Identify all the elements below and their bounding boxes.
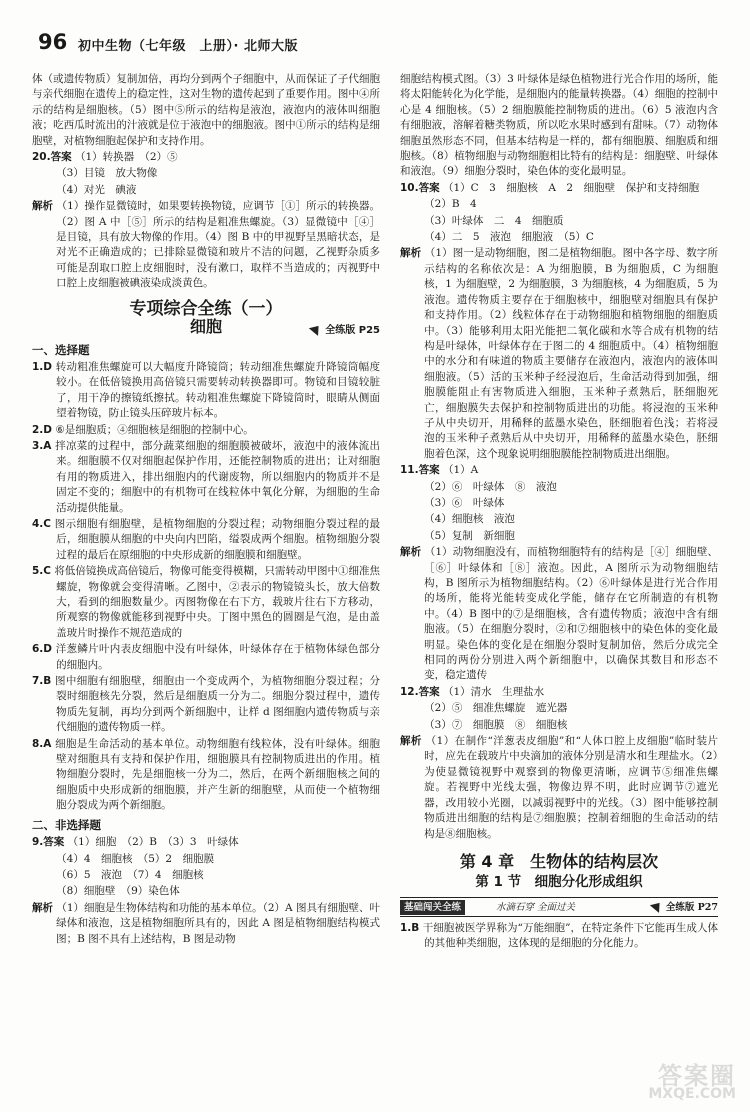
answer-item (32, 901, 380, 947)
book-title: 初中生物（七年级 上册）· 北师大版 (78, 39, 298, 54)
answer-item (32, 423, 380, 438)
item-label: 解析 (400, 546, 422, 559)
right-column (400, 72, 718, 953)
item-label: 9.答案 (32, 836, 65, 849)
answer-continuation: （3）⑥ 叶绿体 (424, 496, 505, 509)
item-text: 洋葱鳞片叶内表皮细胞中没有叶绿体，叶绿体存在于植物体绿色部分的细胞内。 (55, 643, 381, 671)
item-label: 3.A (32, 439, 52, 452)
answer-item (32, 564, 380, 641)
answer-item (400, 921, 718, 952)
answer-item (32, 642, 380, 673)
item-label: 解析 (400, 735, 422, 748)
page-header (38, 30, 718, 56)
item-label: 1.D (32, 360, 53, 373)
item-text: （1）转换器 （2）⑤ (74, 151, 178, 164)
item-label: 解析 (400, 247, 422, 260)
answer-item (32, 517, 380, 563)
answer-item (400, 246, 718, 462)
reference-badge (651, 900, 718, 915)
answer-item (32, 674, 380, 736)
paragraph: 体（或遗传物质）复制加倍，再均分到两个子细胞中，从而保证了子代细胞与亲代细胞在遗传上的稳定性，这对生物的遗传起到了重要作用。图中④所示的结构是细胞核。（5）图中⑤所示的结构是液泡，液泡内的液体叫细胞液；吃西瓜时流出的汁液就是位于液泡中的细胞液。图中①所示的结构是细胞壁，对植物细胞起保护和支持作用。 (32, 73, 380, 147)
item-text: （1）细胞 （2）B （3）3 叶绿体 (67, 836, 239, 849)
item-text: ⑥是细胞质；④细胞核是细胞的控制中心。 (55, 423, 254, 436)
question-type-heading: 一、选择题 (32, 342, 90, 357)
item-label: 10.答案 (400, 181, 440, 194)
answer-continuation: （4）对光 碘液 (56, 183, 137, 196)
item-label: 8.A (32, 737, 52, 750)
answer-item (32, 199, 380, 291)
answer-continuation: （4）二 5 液泡 细胞液 （5）C (424, 231, 594, 244)
item-text: （1）图一是动物细胞，图二是植物细胞。图中各字母、数字所示结构的名称依次是：A 为细胞膜，B 为细胞质，C 为细胞核，1 为细胞壁，2 为细胞膜，3 为细胞核，4 为细胞质，5 为液泡。遗传物质主要存在于细胞核中，细胞壁对细胞具有保护和支持作用。（2）线粒体存在于动物细胞和植物细胞的细胞质中。（3）能够利用太阳光能把二氧化碳和水等合成有机物的结构是叶绿体，叶绿体存在于图二的 4 细胞质中。（4）植物细胞中的水分和有味道的物质主要储存在液泡内，液泡内的液体叫细胞液。（5）活的玉米种子经浸泡后，生命活动得到加强，细胞膜能阻止有害物质进入细胞，玉米种子煮熟后，胚细胞死亡，细胞膜失去保护和控制物质进出的功能。将浸泡的玉米种子从中央切开，用稀释的蓝墨水染色，胚细胞着色浅；若将浸泡的玉米种子煮熟后从中央切开，用稀释的蓝墨水染色，胚细胞着色深，这个现象说明细胞膜能控制物质进出细胞。 (424, 247, 719, 460)
section-subtitle (32, 317, 380, 337)
answer-item (400, 545, 718, 684)
watermark-logo (622, 1056, 742, 1106)
answer-item (32, 439, 380, 516)
answer-item (32, 835, 380, 850)
answer-item (32, 150, 380, 165)
item-label: 7.B (32, 675, 52, 688)
answer-continuation: （3）叶绿体 二 4 细胞质 (424, 214, 564, 227)
item-text: （1）A (442, 464, 479, 477)
answer-item (400, 181, 718, 196)
left-column (32, 72, 380, 948)
answer-continuation: （2）B 4 (424, 198, 477, 211)
answer-item (32, 737, 380, 814)
answer-item (32, 360, 380, 422)
item-label: 2.D (32, 423, 53, 436)
item-label: 12.答案 (400, 685, 440, 698)
answer-continuation: （4）细胞核 液泡 (424, 513, 515, 526)
watermark-en: MXQE.COM (648, 1086, 736, 1102)
item-text: 图示细胞有细胞壁，是植物细胞的分裂过程；动物细胞分裂过程的最后，细胞膜从细胞的中央向内凹陷，缢裂成两个细胞。植物细胞分裂过程的最后在原细胞的中央形成新的细胞膜和细胞壁。 (54, 517, 381, 561)
item-text: 图中细胞有细胞壁，细胞由一个变成两个，为植物细胞分裂过程；分裂时细胞核先分裂，然后是细胞质一分为二。细胞分裂过程中，遗传物质先复制，再均分到两个新细胞中，让样 d 图细胞内遗传物质与亲代细胞的遗传物质一样。 (55, 675, 380, 734)
reference-badge (310, 323, 380, 338)
item-text: 拌凉菜的过程中，部分蔬菜细胞的细胞膜被破坏，液泡中的液体流出来。细胞膜不仅对细胞起保护作用，还能控制物质的进出；让对细胞有用的物质进入，排出细胞内的代谢废物，所以细胞内的物质并不是固定不变的；细胞中的有机物可在线粒体中氧化分解，为细胞的生命活动提供能量。 (55, 439, 381, 514)
pencil-icon (309, 322, 323, 336)
answer-continuation: （5）复制 新细胞 (424, 529, 515, 542)
answer-continuation: （4）4 细胞核 （5）2 细胞膜 (56, 852, 215, 865)
answer-item (400, 685, 718, 700)
band-tag: 基础闯关全练 (400, 900, 465, 915)
item-label: 1.B (400, 921, 420, 934)
answer-continuation: （2）⑤ 细准焦螺旋 遮光器 (424, 702, 568, 715)
answer-item (400, 734, 718, 842)
item-text: （1）C 3 细胞核 A 2 细胞壁 保护和支持细胞 (442, 181, 700, 194)
reference-text: 全练版 P25 (325, 325, 380, 337)
item-text: 转动粗准焦螺旋可以大幅度升降镜筒；转动细准焦螺旋升降镜筒幅度较小。在低倍镜换用高倍镜只需要转动转换器即可。物镜和目镜较脏了，用干净的擦镜纸擦拭。转动粗准焦螺旋下降镜筒时，眼睛从侧面望着物镜，防止镜头压碎玻片标本。 (55, 360, 381, 420)
item-text: 将低倍镜换成高倍镜后，物像可能变得模糊，只需转动甲图中①细准焦螺旋，物像就会变得清晰。乙图中，②表示的物镜镜头长，放大倍数大，看到的细胞数量少。丙图物像在右下方，载玻片往右下方移动，所观察的物像就能移到视野中央。丁图中黑色的圆圈是气泡，是由盖盖玻片时操作不规范造成的 (54, 565, 380, 639)
item-text: （1）在制作“洋葱表皮细胞”和“人体口腔上皮细胞”临时装片时，应先在载玻片中央滴加的液体分别是清水和生理盐水。（2）为使显微镜视野中观察到的物像更清晰，应调节⑤细准焦螺旋。若视野中光线太强，物像边界不明，此时应调节⑦遮光器，改用较小光圈，以减弱视野中的光线。（3）图中能够控制物质进出细胞的结构是⑦细胞膜；控制着细胞的生命活动的结构是⑧细胞核。 (424, 735, 719, 840)
section-title: 专项综合全练（一） (129, 298, 283, 319)
item-label: 11.答案 (400, 464, 440, 477)
section-subtitle-text: 细胞 (189, 317, 222, 337)
answer-continuation: （2）⑥ 叶绿体 ⑧ 液泡 (424, 480, 557, 493)
item-label: 4.C (32, 517, 52, 530)
answer-continuation: （8）细胞壁 （9）染色体 (56, 885, 180, 898)
item-label: 5.C (32, 565, 52, 578)
item-text: （1）操作显微镜时，如果要转换物镜，应调节［①］所示的转换器。（2）图 A 中［⑤］所示的结构是粗准焦螺旋。（3）显微镜中［④］是目镜，具有放大物像的作用。（4）图 B 中的甲视野呈黑暗状态，是对光不正确造成的；已排除显微镜和玻片不洁的问题，乙视野杂质多可能是刮取口腔上皮细胞时，没有漱口，取样不当造成的；丙视野中口腔上皮细胞被碘液染成淡黄色。 (56, 200, 381, 290)
item-text: （1）细胞是生物体结构和功能的基本单位。（2）A 图具有细胞壁、叶绿体和液泡，这是植物细胞所具有的，因此 A 图是植物细胞结构模式图；B 图不具有上述结构，B 图是动物 (56, 901, 381, 945)
item-label: 解析 (32, 901, 54, 914)
answer-continuation: （3）⑦ 细胞膜 ⑧ 细胞核 (424, 718, 568, 731)
item-text: （1）动物细胞没有，而植物细胞特有的结构是［④］细胞壁、［⑥］叶绿体和［⑧］液泡。因此，A 图所示为动物细胞结构，B 图所示为植物细胞结构。（2）⑥叶绿体是进行光合作用的场所，能将光能转变成化学能，储存在它所制造的有机物中。（4）B 图中的⑦是细胞核，含有遗传物质；液泡中含有细胞液。（5）在细胞分裂时，②和⑦细胞核中的染色体的变化最明显。染色体的变化是在细胞分裂时复制加倍，然后分成完全相同的两份分别进入两个新细胞中，以确保其数目和形态不变，稳定遗传 (424, 546, 719, 682)
question-type-heading: 二、非选择题 (32, 817, 101, 832)
chapter-title: 第 4 章 生物体的结构层次 (459, 851, 659, 871)
band-slogan: 水滴石穿 全面过关 (496, 901, 576, 913)
answer-continuation: （3）目镜 放大物像 (56, 167, 158, 180)
pencil-icon (650, 899, 664, 913)
section-heading: 第 1 节 细胞分化形成组织 (475, 874, 643, 891)
reference-text: 全练版 P27 (665, 901, 718, 913)
paragraph: 细胞结构模式图。（3）3 叶绿体是绿色植物进行光合作用的场所，能将太阳能转化为化学能，是细胞内的能量转换器。（4）细胞的控制中心是 4 细胞核。（5）2 细胞膜能控制物质的进出。（6）5 液泡内含有细胞液，溶解着糖类物质，所以吃水果时感到有甜味。（7）动物体细胞虽然形态不同，但基本结构是一样的，都有细胞膜、细胞质和细胞核。（8）植物细胞与动物细胞相比特有的结构是：细胞壁、叶绿体和液泡。（9）细胞分裂时，染色体的变化最明显。 (400, 73, 718, 178)
section-band (400, 897, 718, 917)
answer-continuation: （6）5 液泡 （7）4 细胞核 (56, 868, 204, 881)
item-label: 20.答案 (32, 151, 72, 164)
watermark-cn: 答案圈 (658, 1062, 736, 1090)
item-label: 解析 (32, 200, 54, 213)
item-text: 干细胞被医学界称为“万能细胞”，在特定条件下它能再生成人体的其他种类细胞，这体现的是细胞的分化能力。 (422, 921, 718, 950)
item-text: （1）清水 生理盐水 (442, 685, 545, 698)
page-number: 96 (38, 30, 68, 54)
item-label: 6.D (32, 643, 53, 656)
answer-item (400, 463, 718, 478)
item-text: 细胞是生命活动的基本单位。动物细胞有线粒体，没有叶绿体。细胞壁对细胞具有支持和保护作用，细胞膜具有控制物质进出的作用。植物细胞分裂时，先是细胞核一分为二，然后，在两个新细胞核之间的细胞质中央形成新的细胞膜，并产生新的细胞壁，从而使一个植物细胞分裂成为两个新细胞。 (55, 737, 381, 812)
